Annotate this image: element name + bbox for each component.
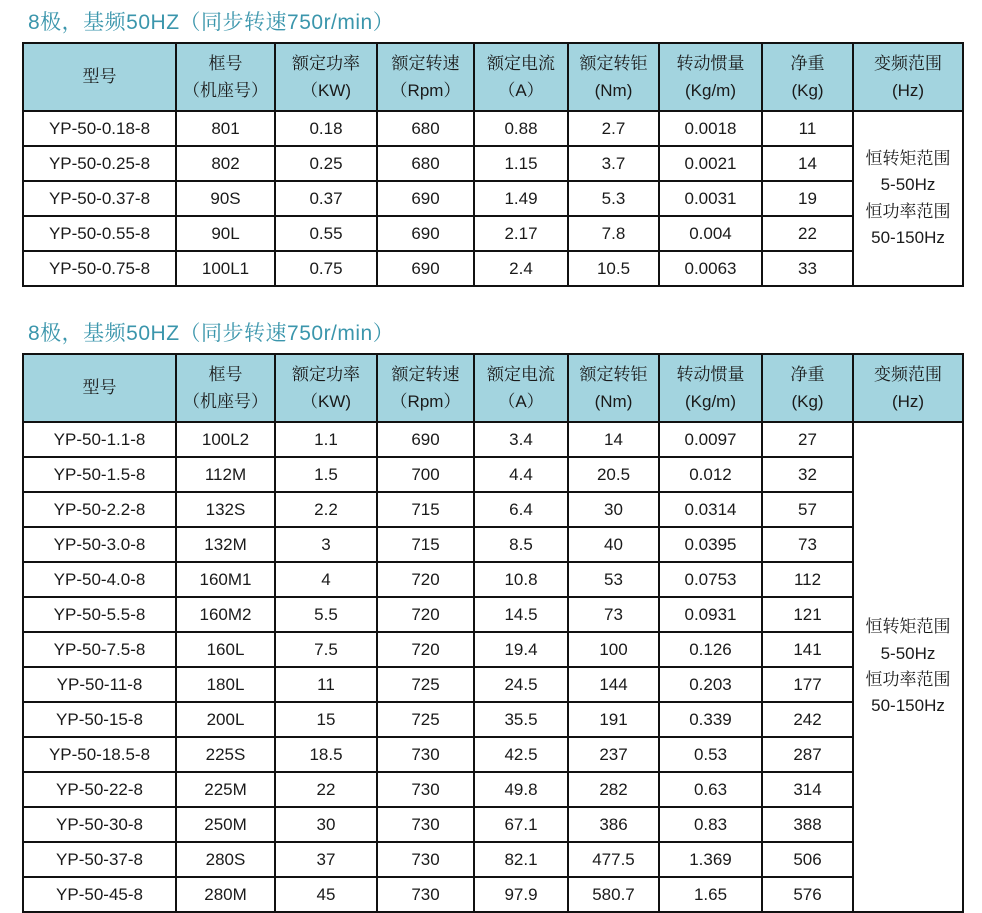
cell: 0.012: [659, 457, 762, 492]
cell: 30: [568, 492, 659, 527]
cell: 282: [568, 772, 659, 807]
cell: 14: [568, 422, 659, 457]
cell: 35.5: [474, 702, 568, 737]
cell: 0.0021: [659, 146, 762, 181]
cell: 24.5: [474, 667, 568, 702]
header-row: [23, 354, 963, 422]
cell: 5.5: [275, 597, 377, 632]
cell: 22: [762, 216, 853, 251]
cell: 32: [762, 457, 853, 492]
cell: 680: [377, 111, 474, 146]
cell: 0.004: [659, 216, 762, 251]
cell: 0.37: [275, 181, 377, 216]
spec-section-1: [22, 6, 962, 287]
cell: 250M: [176, 807, 275, 842]
cell: 725: [377, 667, 474, 702]
section-title: 8极，基频50HZ（同步转速750r/min）: [28, 11, 395, 34]
cell: 0.55: [275, 216, 377, 251]
section-title: 8极，基频50HZ（同步转速750r/min）: [28, 322, 395, 345]
cell: 2.17: [474, 216, 568, 251]
cell: 20.5: [568, 457, 659, 492]
cell: 132S: [176, 492, 275, 527]
cell: 0.0931: [659, 597, 762, 632]
cell: 715: [377, 492, 474, 527]
cell: 0.0018: [659, 111, 762, 146]
cell: 121: [762, 597, 853, 632]
cell: 477.5: [568, 842, 659, 877]
cell: 100: [568, 632, 659, 667]
cell: YP-50-45-8: [23, 877, 176, 912]
cell: 100L2: [176, 422, 275, 457]
cell: YP-50-2.2-8: [23, 492, 176, 527]
cell: YP-50-37-8: [23, 842, 176, 877]
column-header: 变频范围 (Hz): [853, 43, 963, 111]
cell: 225M: [176, 772, 275, 807]
cell: 144: [568, 667, 659, 702]
table-row: [23, 842, 963, 877]
cell: 14.5: [474, 597, 568, 632]
spec-section-2: [22, 317, 962, 913]
table-row: [23, 772, 963, 807]
cell: 3.7: [568, 146, 659, 181]
cell: 0.0314: [659, 492, 762, 527]
cell: 730: [377, 772, 474, 807]
cell: 730: [377, 842, 474, 877]
table-row: [23, 146, 963, 181]
cell: 1.1: [275, 422, 377, 457]
table-row: [23, 877, 963, 912]
cell: 730: [377, 737, 474, 772]
table-body: [23, 422, 963, 912]
cell: 10.8: [474, 562, 568, 597]
cell: YP-50-0.75-8: [23, 251, 176, 286]
cell: 280S: [176, 842, 275, 877]
column-header: 额定转速 （Rpm）: [377, 43, 474, 111]
cell: 30: [275, 807, 377, 842]
cell: 287: [762, 737, 853, 772]
cell: 200L: [176, 702, 275, 737]
cell: 160L: [176, 632, 275, 667]
cell: YP-50-22-8: [23, 772, 176, 807]
column-header: 转动惯量 (Kg/m): [659, 43, 762, 111]
cell: 0.75: [275, 251, 377, 286]
column-header: 框号 （机座号）: [176, 354, 275, 422]
cell: YP-50-5.5-8: [23, 597, 176, 632]
cell: 15: [275, 702, 377, 737]
cell: YP-50-0.18-8: [23, 111, 176, 146]
cell: 10.5: [568, 251, 659, 286]
cell: 730: [377, 877, 474, 912]
cell: 90S: [176, 181, 275, 216]
cell: 7.5: [275, 632, 377, 667]
cell: 0.0395: [659, 527, 762, 562]
cell: 53: [568, 562, 659, 597]
table-row: [23, 181, 963, 216]
cell: 177: [762, 667, 853, 702]
cell: 49.8: [474, 772, 568, 807]
cell: YP-50-0.37-8: [23, 181, 176, 216]
cell: 2.4: [474, 251, 568, 286]
cell: 242: [762, 702, 853, 737]
cell: 82.1: [474, 842, 568, 877]
cell: 0.339: [659, 702, 762, 737]
cell: 27: [762, 422, 853, 457]
column-header: 净重 (Kg): [762, 354, 853, 422]
motor-spec-table: [22, 353, 964, 913]
column-header: 转动惯量 (Kg/m): [659, 354, 762, 422]
frequency-range-note: 恒转矩范围 5-50Hz 恒功率范围 50-150Hz: [853, 422, 963, 912]
table-row: [23, 737, 963, 772]
cell: YP-50-0.25-8: [23, 146, 176, 181]
table-row: [23, 492, 963, 527]
cell: 33: [762, 251, 853, 286]
cell: YP-50-3.0-8: [23, 527, 176, 562]
cell: 42.5: [474, 737, 568, 772]
cell: YP-50-18.5-8: [23, 737, 176, 772]
cell: 388: [762, 807, 853, 842]
cell: 37: [275, 842, 377, 877]
cell: 506: [762, 842, 853, 877]
table-header: [23, 43, 963, 111]
cell: YP-50-0.55-8: [23, 216, 176, 251]
cell: 0.88: [474, 111, 568, 146]
cell: 801: [176, 111, 275, 146]
cell: 191: [568, 702, 659, 737]
cell: 90L: [176, 216, 275, 251]
cell: 1.49: [474, 181, 568, 216]
cell: 0.0031: [659, 181, 762, 216]
cell: 237: [568, 737, 659, 772]
cell: 1.5: [275, 457, 377, 492]
column-header: 额定电流 （A）: [474, 354, 568, 422]
cell: 1.15: [474, 146, 568, 181]
cell: YP-50-7.5-8: [23, 632, 176, 667]
cell: 11: [762, 111, 853, 146]
cell: 5.3: [568, 181, 659, 216]
cell: 40: [568, 527, 659, 562]
table-row: [23, 702, 963, 737]
cell: 0.0097: [659, 422, 762, 457]
cell: 720: [377, 562, 474, 597]
cell: 112: [762, 562, 853, 597]
cell: 73: [568, 597, 659, 632]
column-header: 额定功率 （KW): [275, 43, 377, 111]
cell: 715: [377, 527, 474, 562]
cell: 3: [275, 527, 377, 562]
column-header: 框号 （机座号）: [176, 43, 275, 111]
cell: 0.63: [659, 772, 762, 807]
cell: 280M: [176, 877, 275, 912]
column-header: 净重 (Kg): [762, 43, 853, 111]
cell: 2.7: [568, 111, 659, 146]
column-header: 型号: [23, 43, 176, 111]
cell: 0.0753: [659, 562, 762, 597]
cell: 97.9: [474, 877, 568, 912]
column-header: 额定转钜 (Nm): [568, 354, 659, 422]
cell: 4.4: [474, 457, 568, 492]
cell: 730: [377, 807, 474, 842]
cell: 680: [377, 146, 474, 181]
cell: YP-50-1.5-8: [23, 457, 176, 492]
cell: 720: [377, 632, 474, 667]
table-row: [23, 667, 963, 702]
cell: YP-50-30-8: [23, 807, 176, 842]
cell: 690: [377, 251, 474, 286]
table-row: [23, 562, 963, 597]
cell: 0.0063: [659, 251, 762, 286]
cell: YP-50-4.0-8: [23, 562, 176, 597]
cell: 3.4: [474, 422, 568, 457]
cell: 73: [762, 527, 853, 562]
cell: 725: [377, 702, 474, 737]
cell: 160M2: [176, 597, 275, 632]
header-row: [23, 43, 963, 111]
cell: 14: [762, 146, 853, 181]
cell: 22: [275, 772, 377, 807]
cell: 67.1: [474, 807, 568, 842]
cell: 0.53: [659, 737, 762, 772]
cell: 180L: [176, 667, 275, 702]
table-row: [23, 216, 963, 251]
cell: 720: [377, 597, 474, 632]
cell: 225S: [176, 737, 275, 772]
cell: 2.2: [275, 492, 377, 527]
cell: 6.4: [474, 492, 568, 527]
cell: 11: [275, 667, 377, 702]
cell: 8.5: [474, 527, 568, 562]
cell: 690: [377, 216, 474, 251]
cell: 0.25: [275, 146, 377, 181]
column-header: 额定功率 （KW): [275, 354, 377, 422]
column-header: 额定转钜 (Nm): [568, 43, 659, 111]
cell: 132M: [176, 527, 275, 562]
table-row: [23, 251, 963, 286]
cell: 1.65: [659, 877, 762, 912]
cell: 690: [377, 181, 474, 216]
column-header: 变频范围 (Hz): [853, 354, 963, 422]
cell: 7.8: [568, 216, 659, 251]
table-row: [23, 457, 963, 492]
cell: 19.4: [474, 632, 568, 667]
cell: 700: [377, 457, 474, 492]
motor-spec-table: [22, 42, 964, 287]
column-header: 额定转速 （Rpm）: [377, 354, 474, 422]
cell: 18.5: [275, 737, 377, 772]
table-header: [23, 354, 963, 422]
cell: 19: [762, 181, 853, 216]
cell: 0.203: [659, 667, 762, 702]
cell: 45: [275, 877, 377, 912]
cell: 141: [762, 632, 853, 667]
column-header: 额定电流 （A）: [474, 43, 568, 111]
cell: 160M1: [176, 562, 275, 597]
table-row: [23, 422, 963, 457]
cell: 580.7: [568, 877, 659, 912]
frequency-range-note: 恒转矩范围 5-50Hz 恒功率范围 50-150Hz: [853, 111, 963, 286]
table-row: [23, 807, 963, 842]
cell: 112M: [176, 457, 275, 492]
table-row: [23, 597, 963, 632]
cell: YP-50-1.1-8: [23, 422, 176, 457]
cell: YP-50-11-8: [23, 667, 176, 702]
cell: 0.126: [659, 632, 762, 667]
cell: 576: [762, 877, 853, 912]
cell: 57: [762, 492, 853, 527]
cell: 802: [176, 146, 275, 181]
column-header: 型号: [23, 354, 176, 422]
table-row: [23, 527, 963, 562]
cell: 100L1: [176, 251, 275, 286]
cell: 0.83: [659, 807, 762, 842]
cell: 1.369: [659, 842, 762, 877]
table-row: [23, 111, 963, 146]
cell: 690: [377, 422, 474, 457]
cell: YP-50-15-8: [23, 702, 176, 737]
cell: 4: [275, 562, 377, 597]
table-row: [23, 632, 963, 667]
cell: 386: [568, 807, 659, 842]
cell: 314: [762, 772, 853, 807]
table-body: [23, 111, 963, 286]
cell: 0.18: [275, 111, 377, 146]
